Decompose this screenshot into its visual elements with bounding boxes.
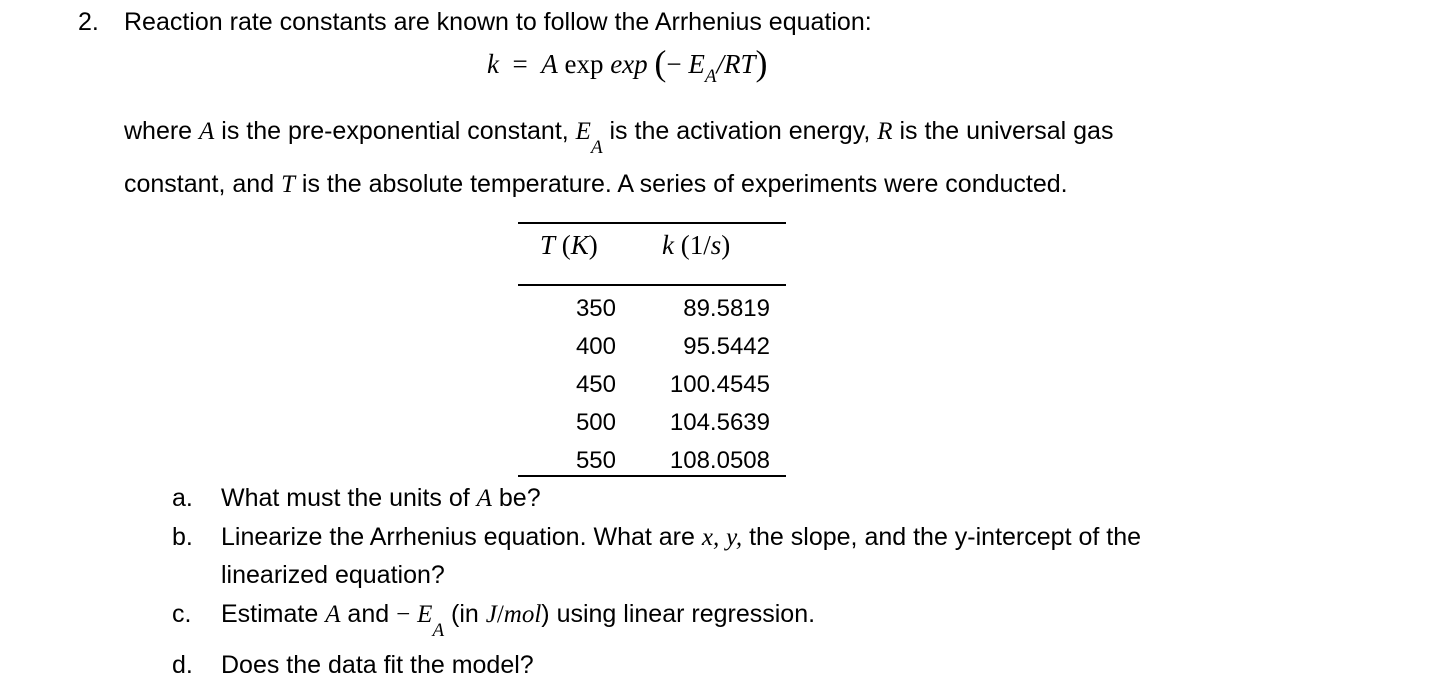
qc-slash: /: [496, 601, 504, 628]
desc-text-5: is the absolute temperature. A series of experiments were conducted.: [294, 170, 1068, 198]
qb-pre: Linearize the Arrhenius equation. What are: [221, 523, 702, 551]
qa-A: A: [476, 485, 492, 512]
qc-A: A: [325, 601, 341, 628]
header-k-unit-open: (1/: [673, 230, 711, 260]
table-cell-T: 550: [575, 447, 616, 474]
desc-text-3: is the universal gas: [892, 117, 1114, 145]
table-rule-bottom: [518, 475, 786, 477]
question-d-text: Does the data fit the model?: [221, 651, 534, 679]
desc-R: R: [877, 118, 893, 145]
problem-intro: Reaction rate constants are known to follow the Arrhenius equation:: [124, 8, 872, 36]
qc-E: E: [417, 601, 433, 628]
table-cell-k: 89.5819: [683, 295, 770, 322]
eq-equals: =: [512, 49, 528, 79]
qc-in-open: (in: [444, 600, 486, 628]
qc-J: J: [485, 601, 497, 628]
question-b-label: b.: [172, 523, 193, 551]
qc-mol: mol: [503, 601, 542, 628]
description-line-2: [124, 170, 1068, 199]
header-T-unit: K: [570, 230, 589, 260]
qc-post: ) using linear regression.: [541, 600, 816, 628]
question-a-text: [221, 484, 541, 513]
eq-A: A: [541, 49, 558, 79]
qa-pre: What must the units of: [221, 484, 477, 512]
qc-and: and: [340, 600, 397, 628]
qc-E-sub: A: [432, 620, 445, 641]
data-table: [518, 222, 786, 477]
eq-exp-italic: exp: [610, 49, 648, 79]
header-T-symbol: T: [540, 230, 556, 260]
table-cell-k: 100.4545: [669, 371, 770, 398]
table-cell-k: 108.0508: [669, 447, 770, 474]
qb-post: the slope, and the y-intercept of the: [742, 523, 1142, 551]
table-cell-k: 95.5442: [683, 333, 770, 360]
qa-post: be?: [491, 484, 541, 512]
desc-text-2: is the activation energy,: [602, 117, 878, 145]
table-cell-T: 400: [575, 333, 616, 360]
problem-number: 2.: [78, 8, 99, 36]
table-cell-T: 350: [575, 295, 616, 322]
qc-pre: Estimate: [221, 600, 326, 628]
qb-y: y,: [726, 524, 743, 551]
arrhenius-equation: [487, 40, 768, 87]
eq-open-paren: (: [654, 43, 667, 83]
eq-E: E: [688, 49, 705, 79]
qb-x: x,: [701, 524, 720, 551]
header-k-close: ): [721, 230, 731, 260]
header-T-close: ): [588, 230, 598, 260]
question-c-text: [221, 600, 816, 641]
table-cell-T: 500: [575, 409, 616, 436]
eq-E-sub: A: [704, 66, 717, 87]
desc-T: T: [281, 171, 295, 198]
header-T-open: (: [555, 230, 571, 260]
question-d-label: d.: [172, 651, 193, 679]
desc-where: where: [124, 117, 200, 145]
question-b-line-1: [221, 523, 1141, 552]
eq-slash-RT: /RT: [716, 49, 756, 79]
desc-E-sub: A: [590, 137, 603, 158]
question-b-line-2: linearized equation?: [221, 561, 445, 589]
table-header-rate-constant: [662, 230, 730, 261]
desc-A: A: [199, 118, 215, 145]
eq-k: k: [487, 49, 499, 79]
table-header-temperature: [540, 230, 598, 261]
eq-minus: −: [666, 49, 682, 79]
question-a-label: a.: [172, 484, 193, 512]
question-c-label: c.: [172, 600, 192, 628]
header-k-unit-s: s: [710, 230, 722, 260]
table-cell-T: 450: [575, 371, 616, 398]
desc-E: E: [575, 118, 591, 145]
eq-close-paren: ): [755, 43, 768, 83]
desc-text-4: constant, and: [124, 170, 282, 198]
description-line-1: [124, 117, 1114, 158]
table-rule-top: [518, 222, 786, 224]
table-rule-mid: [518, 284, 786, 286]
eq-exp-upright: exp: [564, 49, 604, 79]
desc-text-1: is the pre-exponential constant,: [214, 117, 576, 145]
qc-minus: −: [396, 601, 411, 628]
header-k-symbol: k: [662, 230, 674, 260]
table-cell-k: 104.5639: [669, 409, 770, 436]
